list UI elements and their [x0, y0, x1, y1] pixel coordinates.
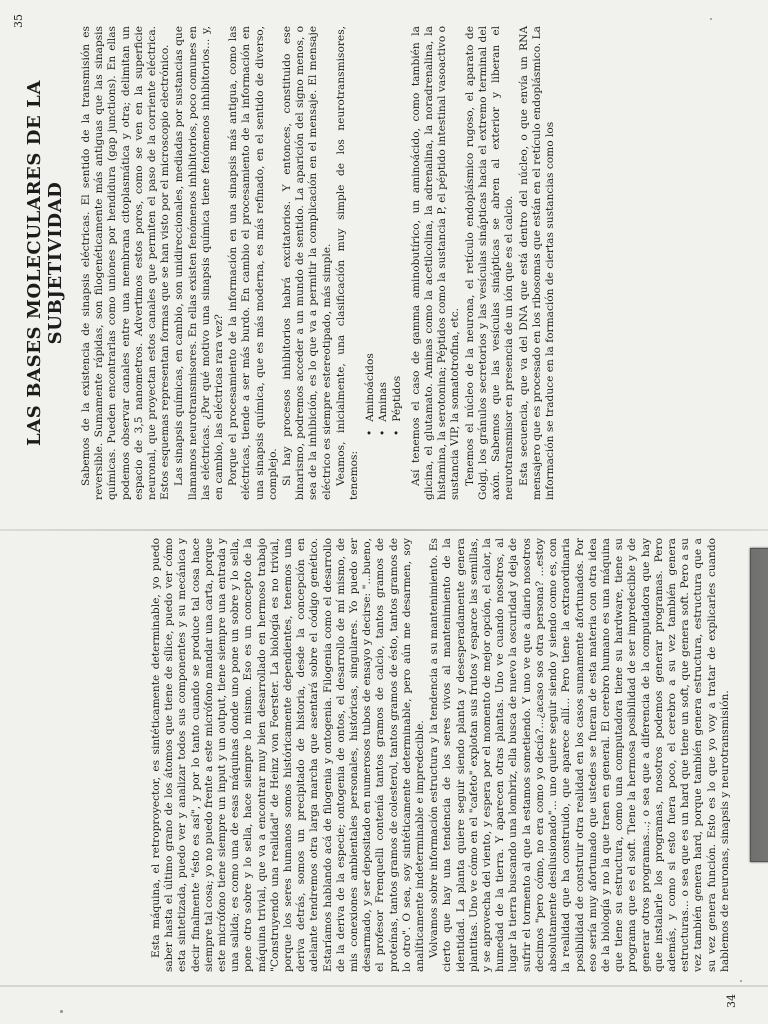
scan-speck — [60, 1010, 63, 1013]
list-item: • Aminoácidos — [364, 26, 377, 436]
list-item: • Aminas — [377, 26, 390, 436]
scan-edge-line — [0, 985, 768, 987]
right-paragraph-7: Tenemos el núcleo de la neurona, el retículo endoplásmico rugoso, el aparato de Golgi, los gránulos secretorios y las vesículas sinápticas hacia el extremo terminal del axón. Sabemos que las vesículas sinápticas se abren al exterior y liberan el neurotransmisor en presencia de un ión que es el calcio. — [463, 26, 516, 500]
left-page — [0, 524, 768, 1024]
shaded-callout-box — [750, 548, 768, 862]
left-paragraph-2: Volvamos sobre información estructura y la tendencia a su mantenimiento. Es cierto que hay una tendencia de los seres vivos al mantenimiento de la identidad. La planta quiere seguir siendo planta y desesperadamente genera plantitas. Uno ve cómo en el "cafeto" explotan sus frutos y esparce las semillas, y se aprovecha del viento, y espera por el momento de mejor opción, el calor, la humedad de la tierra. Y aparecen otras plantas. Uno ve cuando nosotros, al lugar la tierra buscando una lombriz, ella busca de nuevo la oscuridad y deja de sufrir el tormento al que la estamos sometiendo. Y uno ve que a diario nosotros decimos "pero cómo, no era como yo decía?...¿acaso sos otra persona? ...estoy absolutamente desilusionado"... uno quiere seguir siendo y siendo como es, con la realidad que ha construido, que aparece allí... Pero tiene la extraordinaria posibilidad de construir otra realidad en los casos sumamente afortunados. Por eso sería muy afortunado que ustedes se fueran de esta materia con otra idea de la biología y no la que traen en general. El cerebro humano es una máquina que tiene su estructura, como una computadora tiene su hardware, tiene su programa que es el soft. Tiene la hermosa posibilidad de ser impredecible y de generar otros programas...; o sea que a diferencia de la computadora que hay que instalarle los programas, nosotros podemos generar programas. Pero además, y como si esto fuera poco, el cerebro a su vez también genera estructuras... o sea que es un hard que tiene un soft, que genera soft. Pero a su vez también genera hard, porque también genera estructura, estructura que a su vez genera función. Esto es lo que yo voy a tratar de explicarles cuando hablemos de neuronas, sinapsis y neurotransmisión. — [428, 538, 731, 972]
neurotransmitter-list — [364, 26, 404, 436]
right-paragraph-6: Así tenemos el caso de gamma aminobutírico, un aminoácido, como también la glicina, el glutamato. Aminas como la acetilcolina, la adrenalina, la noradrenalina, la histamina, la serotonina; Péptidos como la sustancia P, el péptido intestinal vasoactivo o sustancia VIP, la somatotrofina, etc. — [409, 26, 462, 500]
right-paragraph-5: Veamos, inicialmente, una clasificación muy simple de los neurotransmisores, tenemos: — [334, 26, 361, 500]
scan-speck — [740, 980, 742, 982]
list-item: • Péptidos — [391, 26, 404, 436]
book-gutter — [0, 529, 768, 531]
scan-speck — [710, 18, 712, 20]
right-paragraph-4: Si hay procesos inhibitorios habrá excitatorios. Y entonces, constituido ese binarismo, podremos acceder a un mundo de sentido. La aparición del signo menos, o sea de la inhibición, es lo que va a permitir la complicación en el mensaje. El mensaje eléctrico es siempre estereotipado, más simple. — [281, 26, 333, 500]
page-number-right: 35 — [12, 14, 25, 28]
right-paragraph-1: Sabemos de la existencia de sinapsis eléctricas. El sentido de la transmisión es reversible. Sumamente rápidas, son filogenéticamente más antiguas que las sinapsis químicas. Pueden encontrarlas como uniones por hendidura (gap junctions). En ellas podemos observar canales entre una membrana citoplasmática y otra; delimitan un espacio de 3,5 nanometros. Advertimos estos poros, como se ven en la superficie neuronal, que proyectan estos canales que permiten el paso de la corriente eléctrica. Estos esquemas representan formas que se han visto por el microscopio electrónico. — [80, 26, 172, 500]
running-head: LAS BASES MOLECULARES DE LA SUBJETIVIDAD — [24, 79, 66, 447]
page-number-left: 34 — [725, 994, 738, 1008]
right-paragraph-3: Porque el procesamiento de la información en una sinapsis más antigua, como las eléctricas, tiende a ser más burdo. En cambio el procesamiento de la información en una sinapsis química, que es más moderna, es más refinado, en el sentido de diverso, complejo. — [227, 26, 279, 500]
right-paragraph-8: Esta secuencia, que va del DNA que está dentro del núcleo, o que envía un RNA mensajero que es procesado en los ribosomas que están en el retículo endoplásmico. La información se traduce en la formación de ciertas sustancias como los — [517, 26, 556, 500]
right-paragraph-2: Las sinapsis químicas, en cambio, son unidireccionales, mediadas por sustancias que llamamos neurotransmisores. En ellas existen fenómenos inhibitorios, poco comunes en las eléctricas. ¿Por qué motivo una sinapsis química tiene fenómenos inhibitorios... y, en cambio, las eléctricas rara vez? — [173, 26, 226, 500]
left-paragraph-1: Esta máquina, el retroproyector, es sintéticamente determinable, yo puedo saber hasta el último grano de los átomos que tiene de sílice, puedo ver cómo esta sintetizada, puedo ver y analizar todos sus componentes y su mecánica y decir finalmente "ésto es así", y por lo tanto cuando se produce tal cosa hace siempre tal cosa; yo no puedo frente a este micrófono mandar una carta, porque este micrófono tiene siempre un input y un output, tiene siempre una entrada y una salida; es como una de esas máquinas donde uno pone un sobre y lo sella, pone otro sobre y lo sella, hace siempre lo mismo. Eso es un concepto de la máquina trivial, que va a encontrar muy bien desarrollado en hermoso trabajo "Construyendo una realidad" de Heinz von Foerster. La biología es no trivial, porque los seres humanos somos históricamente dependientes, tenemos una deriva detrás, somos un precipitado de historia, desde la concepción en adelante tendremos otra larga marcha que asentará sobre el código genético. Estaríamos hablando acá de filogenia y ontogenia. Filogenia como el desarrollo de la deriva de la especie; ontogenia de ontos, el desarrollo de mí mismo, de mis conexiones ambientales personales, históricas, singulares. Yo puedo ser desarmado, y ser depositado en numerosos tubos de ensayo y decirse: "...bueno, el profesor Frenquelli contenía tantos gramos de calcio, tantos gramos de proteínas, tantos gramos de colesterol, tantos gramos de ésto, tantos gramos de lo otro". O sea, soy sintéticamente determinable, pero aún me desarmen, soy analíticamente indeterminable e impredecible. — [150, 538, 427, 972]
